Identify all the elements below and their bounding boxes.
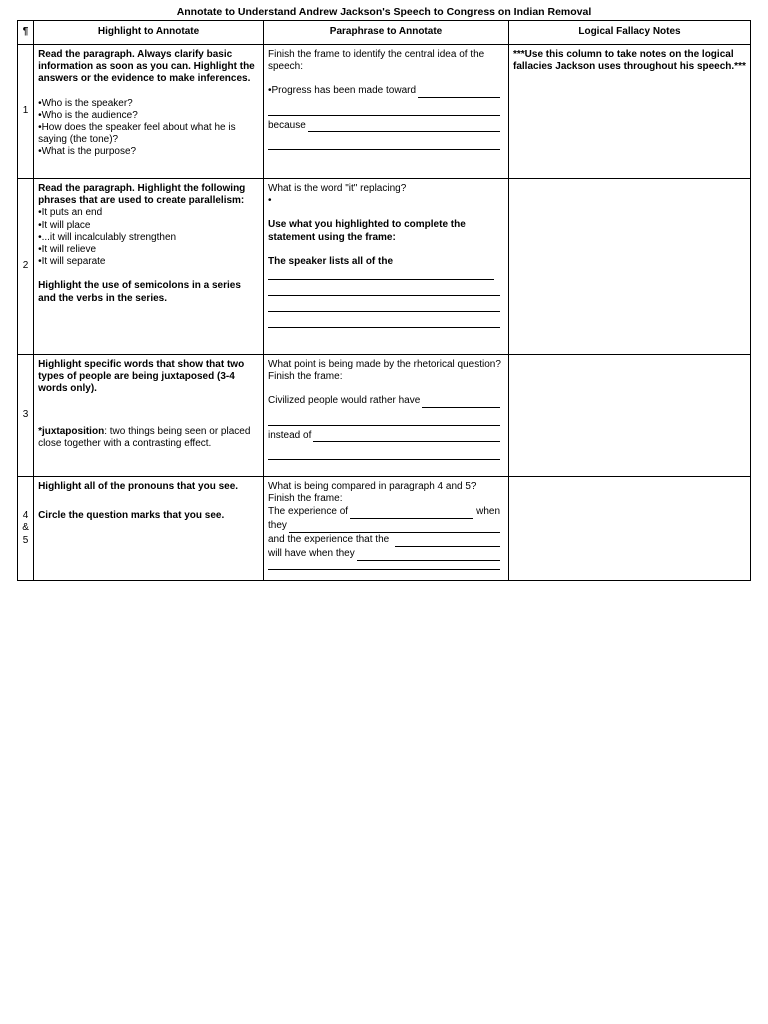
frame-text: will have when they xyxy=(268,548,355,560)
highlight-cell xyxy=(34,355,264,477)
highlight-cell xyxy=(34,179,264,355)
instruction-text: Highlight all of the pronouns that you see. xyxy=(38,481,239,492)
frame-text: and the experience that the xyxy=(268,534,390,546)
instruction-text: Use what you highlighted to complete the statement using the frame: xyxy=(268,219,466,243)
annotation-table xyxy=(17,20,751,581)
frame-prompt: Finish the frame to identify the central idea of the speech: xyxy=(268,49,485,73)
header-row xyxy=(18,21,751,45)
header-highlight: Highlight to Annotate xyxy=(34,21,264,45)
table-row xyxy=(18,477,751,581)
list-item: • It will place xyxy=(38,220,259,232)
paraphrase-cell xyxy=(264,45,509,179)
table-row xyxy=(18,45,751,179)
question-text: What is being compared in paragraph 4 and 5? Finish the frame: xyxy=(268,481,477,505)
paragraph-number: 4 & 5 xyxy=(18,477,34,581)
table-row xyxy=(18,179,751,355)
list-item: • It puts an end xyxy=(38,207,259,219)
paraphrase-cell xyxy=(264,355,509,477)
list-item: • What is the purpose? xyxy=(38,146,259,158)
fallacy-cell xyxy=(509,477,751,581)
list-item: • How does the speaker feel about what he is saying (the tone)? xyxy=(38,122,259,146)
answer-blank[interactable] xyxy=(350,509,473,519)
question-list xyxy=(38,98,259,159)
frame-text: Civilized people would rather have xyxy=(268,395,421,407)
answer-line[interactable] xyxy=(268,300,500,312)
paragraph-number: 3 xyxy=(18,355,34,477)
list-item: • ...it will incalculably strengthen xyxy=(38,232,259,244)
frame-text: when xyxy=(476,506,500,518)
definition-text: *juxtaposition: two things being seen or placed close together with a contrasting effect. xyxy=(38,425,251,449)
fallacy-cell xyxy=(509,179,751,355)
frame-text: The experience of xyxy=(268,506,349,518)
highlight-cell xyxy=(34,477,264,581)
header-fallacy: Logical Fallacy Notes xyxy=(509,21,751,45)
fallacy-note: ***Use this column to take notes on the logical fallacies Jackson uses throughout his speech.*** xyxy=(513,49,746,73)
answer-blank[interactable] xyxy=(289,523,500,533)
answer-blank[interactable] xyxy=(313,432,500,442)
instruction-text: Read the paragraph. Always clarify basic information as soon as you can. Highlight the answers or the evidence to make inferences. xyxy=(38,49,255,85)
answer-line[interactable] xyxy=(268,448,500,460)
instruction-text: Circle the question marks that you see. xyxy=(38,510,225,522)
answer-blank[interactable] xyxy=(418,88,500,98)
question-text: What is the word "it" replacing? xyxy=(268,183,407,194)
answer-line[interactable] xyxy=(268,138,500,150)
list-item: • Who is the audience? xyxy=(38,110,259,122)
phrase-list xyxy=(38,207,259,268)
header-paraphrase: Paraphrase to Annotate xyxy=(264,21,509,45)
answer-line[interactable] xyxy=(268,104,500,116)
list-item: • It will relieve xyxy=(38,244,259,256)
definition-term: *juxtaposition xyxy=(38,425,105,437)
header-paragraph-symbol: ¶ xyxy=(18,21,34,45)
paraphrase-cell xyxy=(264,477,509,581)
answer-line[interactable] xyxy=(268,561,500,570)
instruction-text: Highlight specific words that show that two types of people are being juxtaposed (3-4 words only). xyxy=(38,359,245,395)
answer-bullet[interactable]: • xyxy=(268,195,272,207)
answer-line[interactable] xyxy=(268,284,500,296)
instruction-text: Read the paragraph. Highlight the following phrases that are used to create parallelism: xyxy=(38,183,246,207)
frame-text: they xyxy=(268,520,287,532)
instruction-text: Highlight the use of semicolons in a series and the verbs in the series. xyxy=(38,280,241,304)
paraphrase-cell xyxy=(264,179,509,355)
table-row xyxy=(18,355,751,477)
list-item: • It will separate xyxy=(38,256,259,268)
highlight-cell xyxy=(34,45,264,179)
document-title: Annotate to Understand Andrew Jackson's Speech to Congress on Indian Removal xyxy=(176,6,592,18)
frame-text: The speaker lists all of the xyxy=(268,255,394,267)
answer-line[interactable] xyxy=(268,414,500,426)
answer-blank[interactable] xyxy=(308,122,500,132)
question-text: What point is being made by the rhetorical question? Finish the frame: xyxy=(268,359,501,383)
answer-blank[interactable] xyxy=(395,537,500,547)
paragraph-number: 2 xyxy=(18,179,34,355)
frame-text: because xyxy=(268,119,306,131)
answer-line[interactable] xyxy=(268,268,494,280)
paragraph-number: 1 xyxy=(18,45,34,179)
answer-blank[interactable] xyxy=(422,398,500,408)
answer-blank[interactable] xyxy=(357,551,500,561)
frame-text: •Progress has been made toward xyxy=(268,85,417,97)
answer-line[interactable] xyxy=(268,316,500,328)
fallacy-cell xyxy=(509,355,751,477)
list-item: • Who is the speaker? xyxy=(38,98,259,110)
fallacy-cell xyxy=(509,45,751,179)
frame-text: instead of xyxy=(268,429,312,441)
